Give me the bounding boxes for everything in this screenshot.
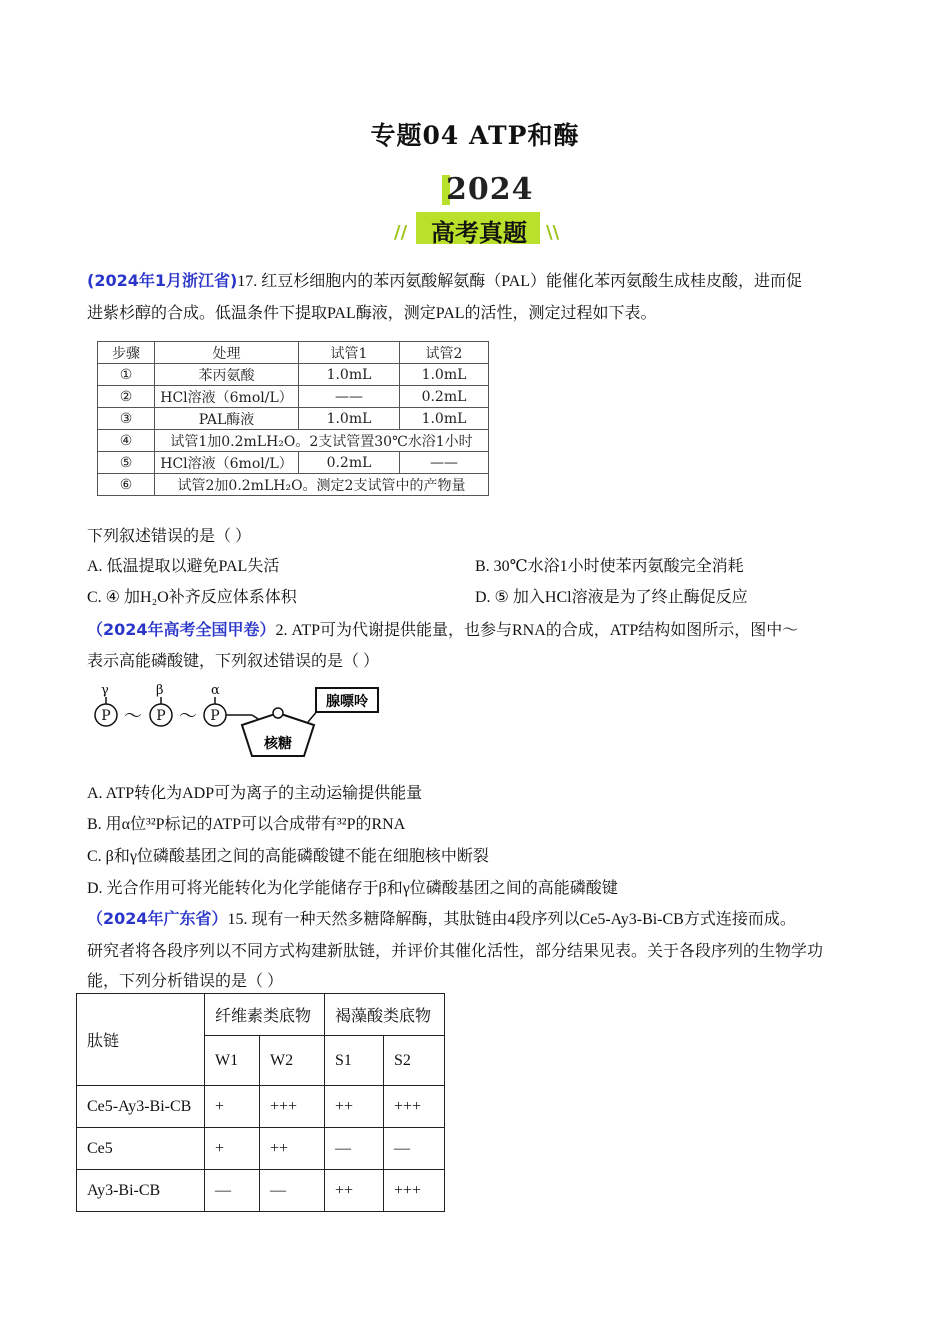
q1-text1: 17. 红豆杉细胞内的苯丙氨酸解氨酶（PAL）能催化苯丙氨酸生成桂皮酸，进而促: [237, 273, 803, 290]
table-row: [98, 364, 489, 386]
q2-option-c[interactable]: C. β和γ位磷酸基团之间的高能磷酸键不能在细胞核中断裂: [87, 848, 489, 865]
table-row: [77, 1128, 445, 1170]
table-cell: ++: [325, 1170, 384, 1212]
table-row: [77, 1170, 445, 1212]
header-cell: 试管2: [400, 342, 489, 364]
p-label: P: [101, 708, 111, 724]
q2-option-d[interactable]: D. 光合作用可将光能转化为化学能储存于β和γ位磷酸基团之间的高能磷酸键: [87, 880, 618, 897]
gamma-label: γ: [101, 683, 109, 698]
banner-year: 2024: [446, 172, 534, 207]
table-cell: ——: [400, 452, 489, 474]
q2-option-a[interactable]: A. ATP转化为ADP可为离子的主动运输提供能量: [87, 785, 423, 802]
q1-stem: 下列叙述错误的是（ ）: [87, 528, 252, 545]
banner-slash-left: //: [394, 222, 408, 243]
table-cell: —: [384, 1128, 445, 1170]
banner-label: 高考真题: [431, 219, 527, 247]
table-row: [98, 452, 489, 474]
table-cell: +++: [384, 1170, 445, 1212]
table-cell: Ce5: [77, 1128, 205, 1170]
table-row: [98, 386, 489, 408]
table-header-row: [77, 994, 445, 1036]
table-row: [98, 430, 489, 452]
q3-line2: 研究者将各段序列以不同方式构建新肽链，并评价其催化活性，部分结果见表。关于各段序列的生物学功: [87, 943, 824, 960]
q1-line2: 进紫杉醇的合成。低温条件下提取PAL酶液，测定PAL的活性，测定过程如下表。: [87, 305, 657, 322]
table-header-row: [98, 342, 489, 364]
table-cell: —: [260, 1170, 325, 1212]
table-cell: +++: [384, 1086, 445, 1128]
header-cell: W1: [205, 1036, 260, 1086]
high-energy-bond: ～: [124, 706, 142, 727]
table-row: [98, 408, 489, 430]
q1-option-a[interactable]: A. 低温提取以避免PAL失活: [87, 558, 280, 575]
table-cell: ①: [98, 364, 155, 386]
table-cell: ②: [98, 386, 155, 408]
table-cell: ++: [325, 1086, 384, 1128]
adenine-label: 腺嘌呤: [326, 694, 368, 710]
header-cell: 褐藻酸类底物: [325, 994, 445, 1036]
table-cell: ③: [98, 408, 155, 430]
table-cell: 1.0mL: [299, 408, 400, 430]
table-cell: +: [205, 1086, 260, 1128]
table-cell: Ce5-Ay3-Bi-CB: [77, 1086, 205, 1128]
table-cell: 0.2mL: [400, 386, 489, 408]
header-cell: 试管1: [299, 342, 400, 364]
q3-text1: 15. 现有一种天然多糖降解酶，其肽链由4段序列以Ce5-Ay3-Bi-CB方式连接而成。: [227, 911, 796, 928]
p-label: P: [156, 708, 166, 724]
q1-line1: [87, 268, 802, 291]
table-row: [77, 1086, 445, 1128]
atp-structure-diagram: [86, 680, 386, 765]
q3-line3: 能，下列分析错误的是（ ）: [87, 973, 284, 990]
table-cell: ——: [299, 386, 400, 408]
q2-line2: 表示高能磷酸键，下列叙述错误的是（ ）: [87, 653, 380, 670]
q1-option-d[interactable]: D. ⑤ 加入HCl溶液是为了终止酶促反应: [475, 589, 748, 606]
alpha-label: α: [211, 683, 220, 698]
banner-slash-right: \\: [546, 222, 560, 243]
table-cell: +: [205, 1128, 260, 1170]
q2-option-b[interactable]: B. 用α位³²P标记的ATP可以合成带有³²P的RNA: [87, 816, 406, 833]
p-label: P: [210, 708, 220, 724]
beta-label: β: [156, 683, 164, 698]
q1-procedure-table: [97, 341, 489, 496]
header-cell: 处理: [155, 342, 299, 364]
table-cell: —: [205, 1170, 260, 1212]
q2-text1: 2. ATP可为代谢提供能量，也参与RNA的合成，ATP结构如图所示，图中～: [275, 622, 799, 639]
table-cell: 1.0mL: [299, 364, 400, 386]
table-cell: HCl溶液（6mol/L）: [155, 452, 299, 474]
table-cell: ⑤: [98, 452, 155, 474]
header-cell: S1: [325, 1036, 384, 1086]
table-cell: HCl溶液（6mol/L）: [155, 386, 299, 408]
exam-banner: [388, 170, 568, 250]
header-cell: 步骤: [98, 342, 155, 364]
table-cell: Ay3-Bi-CB: [77, 1170, 205, 1212]
q1-option-c[interactable]: C. ④ 加H₂O补齐反应体系体积: [87, 589, 297, 606]
table-cell: —: [325, 1128, 384, 1170]
header-cell: 纤维素类底物: [205, 994, 325, 1036]
header-cell: 肽链: [77, 994, 205, 1086]
ribose-label: 核糖: [264, 736, 292, 752]
table-row: [98, 474, 489, 496]
high-energy-bond: ～: [179, 706, 197, 727]
table-cell: 0.2mL: [299, 452, 400, 474]
table-cell: 试管1加0.2mLH₂O。2支试管置30℃水浴1小时: [155, 430, 489, 452]
table-cell: PAL酶液: [155, 408, 299, 430]
table-cell: ++: [260, 1128, 325, 1170]
table-cell: 苯丙氨酸: [155, 364, 299, 386]
table-cell: ⑥: [98, 474, 155, 496]
table-cell: ④: [98, 430, 155, 452]
table-cell: 试管2加0.2mLH₂O。测定2支试管中的产物量: [155, 474, 489, 496]
q3-activity-table: [76, 993, 445, 1212]
q2-line1: [87, 617, 798, 640]
page-title: 专题04 ATP和酶: [370, 121, 580, 150]
table-cell: 1.0mL: [400, 408, 489, 430]
table-cell: 1.0mL: [400, 364, 489, 386]
q1-option-b[interactable]: B. 30℃水浴1小时使苯丙氨酸完全消耗: [475, 558, 744, 575]
q1-source: (2024年1月浙江省): [87, 271, 238, 290]
header-cell: S2: [384, 1036, 445, 1086]
q3-line1: [87, 906, 796, 929]
q3-source: （2024年广东省）: [87, 909, 228, 928]
q2-source: （2024年高考全国甲卷）: [87, 620, 276, 639]
header-cell: W2: [260, 1036, 325, 1086]
table-cell: +++: [260, 1086, 325, 1128]
